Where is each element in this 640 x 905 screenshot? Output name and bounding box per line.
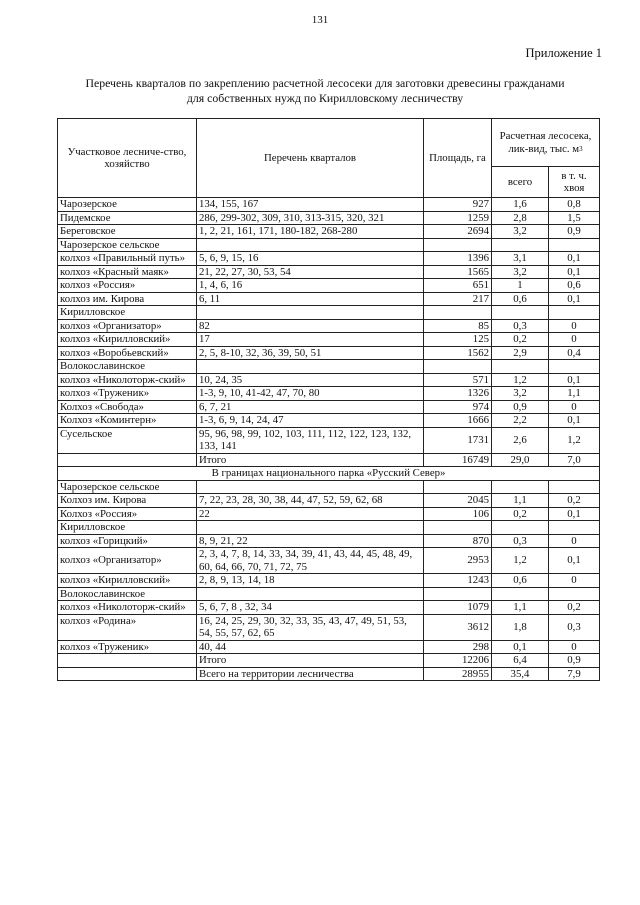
row-quarters: 22: [197, 507, 424, 521]
row-name: колхоз «Кирилловский»: [58, 333, 197, 347]
row-conifer: 0,9: [549, 225, 600, 239]
row-total: 3,2: [492, 225, 549, 239]
row-conifer: 0,2: [549, 601, 600, 615]
row-area: 1562: [424, 346, 492, 360]
table-row: [58, 198, 600, 212]
title-line-2: для собственных нужд по Кирилловскому лесничеству: [186, 91, 464, 105]
total-row: [58, 654, 600, 668]
row-quarters: 2, 8, 9, 13, 14, 18: [197, 574, 424, 588]
row-total: 1,2: [492, 373, 549, 387]
quarters-table: [57, 118, 600, 681]
row-quarters: 2, 3, 4, 7, 8, 14, 33, 34, 39, 41, 43, 44, 45, 48, 49, 60, 64, 66, 70, 71, 72, 75: [197, 548, 424, 574]
row-quarters: 134, 155, 167: [197, 198, 424, 212]
total-total: 29,0: [492, 453, 549, 467]
grand-total-conifer: 7,9: [549, 667, 600, 681]
header-area: Площадь, га: [424, 119, 492, 198]
row-conifer: 1,5: [549, 211, 600, 225]
row-total: 3,2: [492, 265, 549, 279]
row-total: 0,3: [492, 534, 549, 548]
row-name: колхоз «Организатор»: [58, 548, 197, 574]
grand-total-total: 35,4: [492, 667, 549, 681]
row-conifer: 0,1: [549, 265, 600, 279]
table-row: [58, 265, 600, 279]
row-name: Колхоз «Коминтерн»: [58, 414, 197, 428]
row-total: 1: [492, 279, 549, 293]
section-row: [58, 306, 600, 320]
total-total: 6,4: [492, 654, 549, 668]
row-name: колхоз «Кирилловский»: [58, 574, 197, 588]
section-title: Волокославинское: [58, 587, 197, 601]
row-area: 974: [424, 400, 492, 414]
row-area: 2045: [424, 494, 492, 508]
row-area: 2953: [424, 548, 492, 574]
row-name: Береговское: [58, 225, 197, 239]
table-row: [58, 640, 600, 654]
page-number: 131: [311, 14, 329, 26]
row-area: 217: [424, 292, 492, 306]
grand-total-row: [58, 667, 600, 681]
row-quarters: 21, 22, 27, 30, 53, 54: [197, 265, 424, 279]
table-row: [58, 548, 600, 574]
row-total: 0,6: [492, 292, 549, 306]
row-quarters: 5, 6, 9, 15, 16: [197, 252, 424, 266]
table-row: [58, 319, 600, 333]
row-quarters: 2, 5, 8-10, 32, 36, 39, 50, 51: [197, 346, 424, 360]
section-row: [58, 587, 600, 601]
row-quarters: 286, 299-302, 309, 310, 313-315, 320, 321: [197, 211, 424, 225]
row-total: 0,6: [492, 574, 549, 588]
row-name: колхоз «Горицкий»: [58, 534, 197, 548]
row-total: 1,6: [492, 198, 549, 212]
header-cutting-sup: 3: [579, 144, 583, 153]
table-row: [58, 373, 600, 387]
row-area: 1326: [424, 387, 492, 401]
row-total: 2,6: [492, 427, 549, 453]
row-total: 1,2: [492, 548, 549, 574]
row-area: 298: [424, 640, 492, 654]
row-name: Колхоз «Свобода»: [58, 400, 197, 414]
header-cutting-text: Расчетная лесосека, лик-вид, тыс. м: [499, 130, 592, 155]
section-row: [58, 238, 600, 252]
row-total: 0,3: [492, 319, 549, 333]
row-quarters: 40, 44: [197, 640, 424, 654]
row-conifer: 0,3: [549, 614, 600, 640]
row-name: колхоз «Николоторж-ский»: [58, 373, 197, 387]
table-row: [58, 333, 600, 347]
row-area: 1396: [424, 252, 492, 266]
section-row: [58, 360, 600, 374]
row-area: 3612: [424, 614, 492, 640]
row-name: колхоз «Воробьевский»: [58, 346, 197, 360]
row-conifer: 0,6: [549, 279, 600, 293]
row-conifer: 0,1: [549, 548, 600, 574]
table-row: [58, 279, 600, 293]
park-header-row: [58, 467, 600, 481]
row-conifer: 0: [549, 534, 600, 548]
row-conifer: 0,1: [549, 252, 600, 266]
row-name: колхоз «Труженик»: [58, 387, 197, 401]
section-title: Чарозерское сельское: [58, 480, 197, 494]
row-area: 1666: [424, 414, 492, 428]
table-row: [58, 211, 600, 225]
row-total: 2,2: [492, 414, 549, 428]
total-area: 16749: [424, 453, 492, 467]
row-name: колхоз «Организатор»: [58, 319, 197, 333]
table-row: [58, 494, 600, 508]
row-area: 1243: [424, 574, 492, 588]
total-label: Итого: [197, 453, 424, 467]
table-row: [58, 534, 600, 548]
row-area: 1565: [424, 265, 492, 279]
row-name: Чарозерское: [58, 198, 197, 212]
total-conifer: 7,0: [549, 453, 600, 467]
row-area: 1259: [424, 211, 492, 225]
row-quarters: 8, 9, 21, 22: [197, 534, 424, 548]
row-area: 927: [424, 198, 492, 212]
table-row: [58, 507, 600, 521]
row-total: 2,8: [492, 211, 549, 225]
row-conifer: 0: [549, 640, 600, 654]
header-conifer: в т. ч. хвоя: [549, 167, 600, 198]
row-name: колхоз «Родина»: [58, 614, 197, 640]
row-name: Колхоз «Россия»: [58, 507, 197, 521]
header-forestry: Участковое лесниче-ство, хозяйство: [58, 119, 197, 198]
table-row: [58, 574, 600, 588]
header-total: всего: [492, 167, 549, 198]
row-total: 2,9: [492, 346, 549, 360]
row-conifer: 0,1: [549, 292, 600, 306]
table-row: [58, 601, 600, 615]
row-quarters: 6, 11: [197, 292, 424, 306]
title-line-1: Перечень кварталов по закреплению расчетной лесосеки для заготовки древесины гражданами: [85, 76, 565, 90]
row-quarters: 6, 7, 21: [197, 400, 424, 414]
row-area: 2694: [424, 225, 492, 239]
row-conifer: 0,1: [549, 414, 600, 428]
section-title: Чарозерское сельское: [58, 238, 197, 252]
row-name: колхоз «Николоторж-ский»: [58, 601, 197, 615]
table-row: [58, 400, 600, 414]
table-row: [58, 427, 600, 453]
section-title: Волокославинское: [58, 360, 197, 374]
row-total: 0,2: [492, 507, 549, 521]
total-conifer: 0,9: [549, 654, 600, 668]
row-conifer: 0,8: [549, 198, 600, 212]
row-quarters: 95, 96, 98, 99, 102, 103, 111, 112, 122, 123, 132, 133, 141: [197, 427, 424, 453]
row-quarters: 1, 2, 21, 161, 171, 180-182, 268-280: [197, 225, 424, 239]
row-total: 1,1: [492, 494, 549, 508]
row-total: 0,1: [492, 640, 549, 654]
row-name: колхоз «Красный маяк»: [58, 265, 197, 279]
row-area: 1731: [424, 427, 492, 453]
row-quarters: 7, 22, 23, 28, 30, 38, 44, 47, 52, 59, 62, 68: [197, 494, 424, 508]
section-title: Кирилловское: [58, 521, 197, 535]
total-area: 12206: [424, 654, 492, 668]
row-total: 1,1: [492, 601, 549, 615]
row-quarters: 1-3, 9, 10, 41-42, 47, 70, 80: [197, 387, 424, 401]
appendix-label: Приложение 1: [525, 46, 602, 60]
row-quarters: 16, 24, 25, 29, 30, 32, 33, 35, 43, 47, 49, 51, 53, 54, 55, 57, 62, 65: [197, 614, 424, 640]
header-quarters: Перечень кварталов: [197, 119, 424, 198]
row-conifer: 0,1: [549, 373, 600, 387]
table-row: [58, 614, 600, 640]
row-area: 125: [424, 333, 492, 347]
section-row: [58, 521, 600, 535]
grand-total-label: Всего на территории лесничества: [197, 667, 424, 681]
row-area: 1079: [424, 601, 492, 615]
row-quarters: 1, 4, 6, 16: [197, 279, 424, 293]
row-conifer: 0: [549, 400, 600, 414]
document-title: [40, 76, 610, 106]
row-conifer: 0: [549, 574, 600, 588]
row-quarters: 82: [197, 319, 424, 333]
row-total: 3,2: [492, 387, 549, 401]
row-conifer: 0: [549, 333, 600, 347]
row-total: 0,9: [492, 400, 549, 414]
section-title: Кирилловское: [58, 306, 197, 320]
row-area: 106: [424, 507, 492, 521]
row-conifer: 0: [549, 319, 600, 333]
row-conifer: 1,2: [549, 427, 600, 453]
row-conifer: 0,4: [549, 346, 600, 360]
total-row: [58, 453, 600, 467]
row-total: 1,8: [492, 614, 549, 640]
row-quarters: 10, 24, 35: [197, 373, 424, 387]
row-total: 0,2: [492, 333, 549, 347]
row-area: 870: [424, 534, 492, 548]
table-row: [58, 387, 600, 401]
row-quarters: 1-3, 6, 9, 14, 24, 47: [197, 414, 424, 428]
grand-total-area: 28955: [424, 667, 492, 681]
park-header: В границах национального парка «Русский Север»: [58, 467, 600, 481]
table-row: [58, 292, 600, 306]
row-quarters: 5, 6, 7, 8 , 32, 34: [197, 601, 424, 615]
table-row: [58, 225, 600, 239]
table-row: [58, 252, 600, 266]
row-name: Сусельское: [58, 427, 197, 453]
row-area: 571: [424, 373, 492, 387]
section-row: [58, 480, 600, 494]
row-quarters: 17: [197, 333, 424, 347]
row-name: Пидемское: [58, 211, 197, 225]
row-area: 85: [424, 319, 492, 333]
total-label: Итого: [197, 654, 424, 668]
row-area: 651: [424, 279, 492, 293]
row-name: колхоз «Правильный путь»: [58, 252, 197, 266]
row-name: колхоз им. Кирова: [58, 292, 197, 306]
row-conifer: 0,1: [549, 507, 600, 521]
row-conifer: 0,2: [549, 494, 600, 508]
table-row: [58, 414, 600, 428]
table-row: [58, 346, 600, 360]
row-name: колхоз «Труженик»: [58, 640, 197, 654]
row-conifer: 1,1: [549, 387, 600, 401]
header-cutting: [492, 119, 600, 167]
row-name: колхоз «Россия»: [58, 279, 197, 293]
row-total: 3,1: [492, 252, 549, 266]
row-name: Колхоз им. Кирова: [58, 494, 197, 508]
